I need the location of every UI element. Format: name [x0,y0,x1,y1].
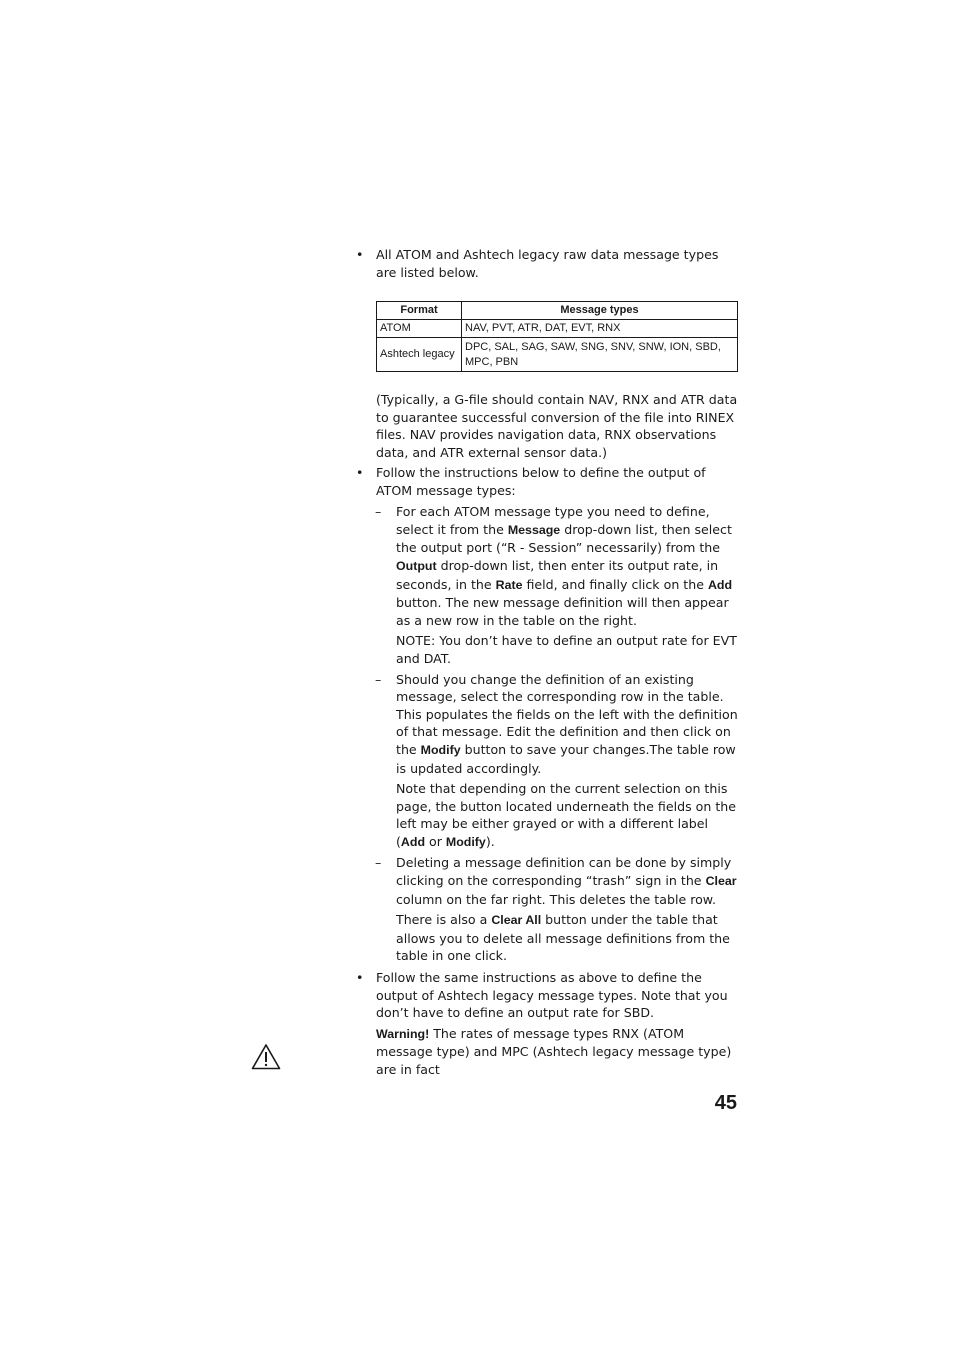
text-run: There is also a [396,912,492,928]
typical-note-text: (Typically, a G-file should contain NAV, RNX and ATR data to guarantee successful conversion of the file into RINEX files. NAV provides navigation data, RNX observations data, and ATR external sensor data.) [376,392,738,460]
warning-triangle-icon [251,1043,281,1070]
text-run: button to save your changes.The table row is updated accordingly. [396,741,736,776]
sub-item-text [396,671,738,778]
sub-item-text [396,503,738,629]
modify-ui-label: Modify [420,742,461,757]
text-run: column on the far right. This deletes the table row. [396,891,716,907]
bullet-text: Follow the instructions below to define the output of ATOM message types: [376,465,706,498]
clear-all-ui-label: Clear All [491,913,542,928]
sub-item-modify-message [375,671,738,852]
text-run: Should you change the definition of an existing message, select the corresponding row in the table. This populates the fields on the left with the definition of that message. Edit the definition and then click on the [396,671,738,757]
bullet-marker: • [356,247,364,262]
sub-item-delete-message [375,854,738,965]
text-run: For each ATOM message type you need to define, select it from the [396,504,710,537]
table-row [377,320,738,338]
add-ui-label: Add [707,577,733,592]
warning-paragraph [376,1025,738,1079]
clear-ui-label: Clear [705,874,737,889]
bullet-marker: • [356,970,364,985]
warning-text: The rates of message types RNX (ATOM message type) and MPC (Ashtech legacy message type) are in fact [376,1025,732,1077]
warning-label: Warning! [376,1026,430,1041]
table-row [377,338,738,372]
table-header-format: Format [377,302,462,320]
rate-ui-label: Rate [495,577,523,592]
bullet-item-atom-output [356,464,738,965]
table-header-row [377,302,738,320]
table-cell-types: DPC, SAL, SAG, SAW, SNG, SNV, SNW, ION, SBD, MPC, PBN [462,338,738,372]
text-run: or [425,833,446,849]
table-header-message-types: Message types [462,302,738,320]
dash-marker: – [375,504,382,520]
sub-item-note: NOTE: You don’t have to define an output rate for EVT and DAT. [396,633,737,666]
text-run: drop-down list, then enter its output rate, in seconds, in the [396,557,719,592]
text-run: Deleting a message definition can be done by simply clicking on the corresponding “trash” sign in the [396,855,732,889]
table-cell-format: ATOM [377,320,462,338]
typical-note-paragraph [376,391,738,461]
message-types-table [376,301,738,372]
text-run: Note that depending on the current selection on this page, the button located underneath the fields on the left may be either grayed or with a different label ( [396,781,737,849]
table-cell-format: Ashtech legacy [377,338,462,372]
sub-item-text [396,854,738,908]
dash-marker: – [375,855,382,871]
text-run: field, and finally click on the [522,576,708,592]
page-number: 45 [714,1092,737,1114]
text-run: button. The new message definition will then appear as a new row in the table on the right. [396,595,729,628]
message-types-table-wrapper [376,301,738,372]
sub-item-define-message [375,503,738,667]
bullet-text: Follow the same instructions as above to define the output of Ashtech legacy message types. Note that you don’t have to define an output rate for SBD. [376,970,728,1021]
table-cell-types: NAV, PVT, ATR, DAT, EVT, RNX [462,320,738,338]
sub-item-note [396,780,738,851]
message-ui-label: Message [507,522,561,537]
dash-marker: – [375,671,382,687]
bullet-item-ashtech-output [356,969,738,1079]
sub-item-note [396,911,738,965]
add-ui-label: Add [400,834,426,849]
bullet-item-message-types [356,246,738,281]
text-run: ). [485,833,495,849]
text-run: button under the table that allows you to delete all message definitions from the table in one click. [396,912,730,964]
modify-ui-label: Modify [445,834,486,849]
bullet-text: All ATOM and Ashtech legacy raw data message types are listed below. [376,247,719,280]
output-ui-label: Output [396,558,437,573]
bullet-marker: • [356,465,364,480]
text-run: drop-down list, then select the output port (“R - Session” necessarily) from the [396,521,732,556]
